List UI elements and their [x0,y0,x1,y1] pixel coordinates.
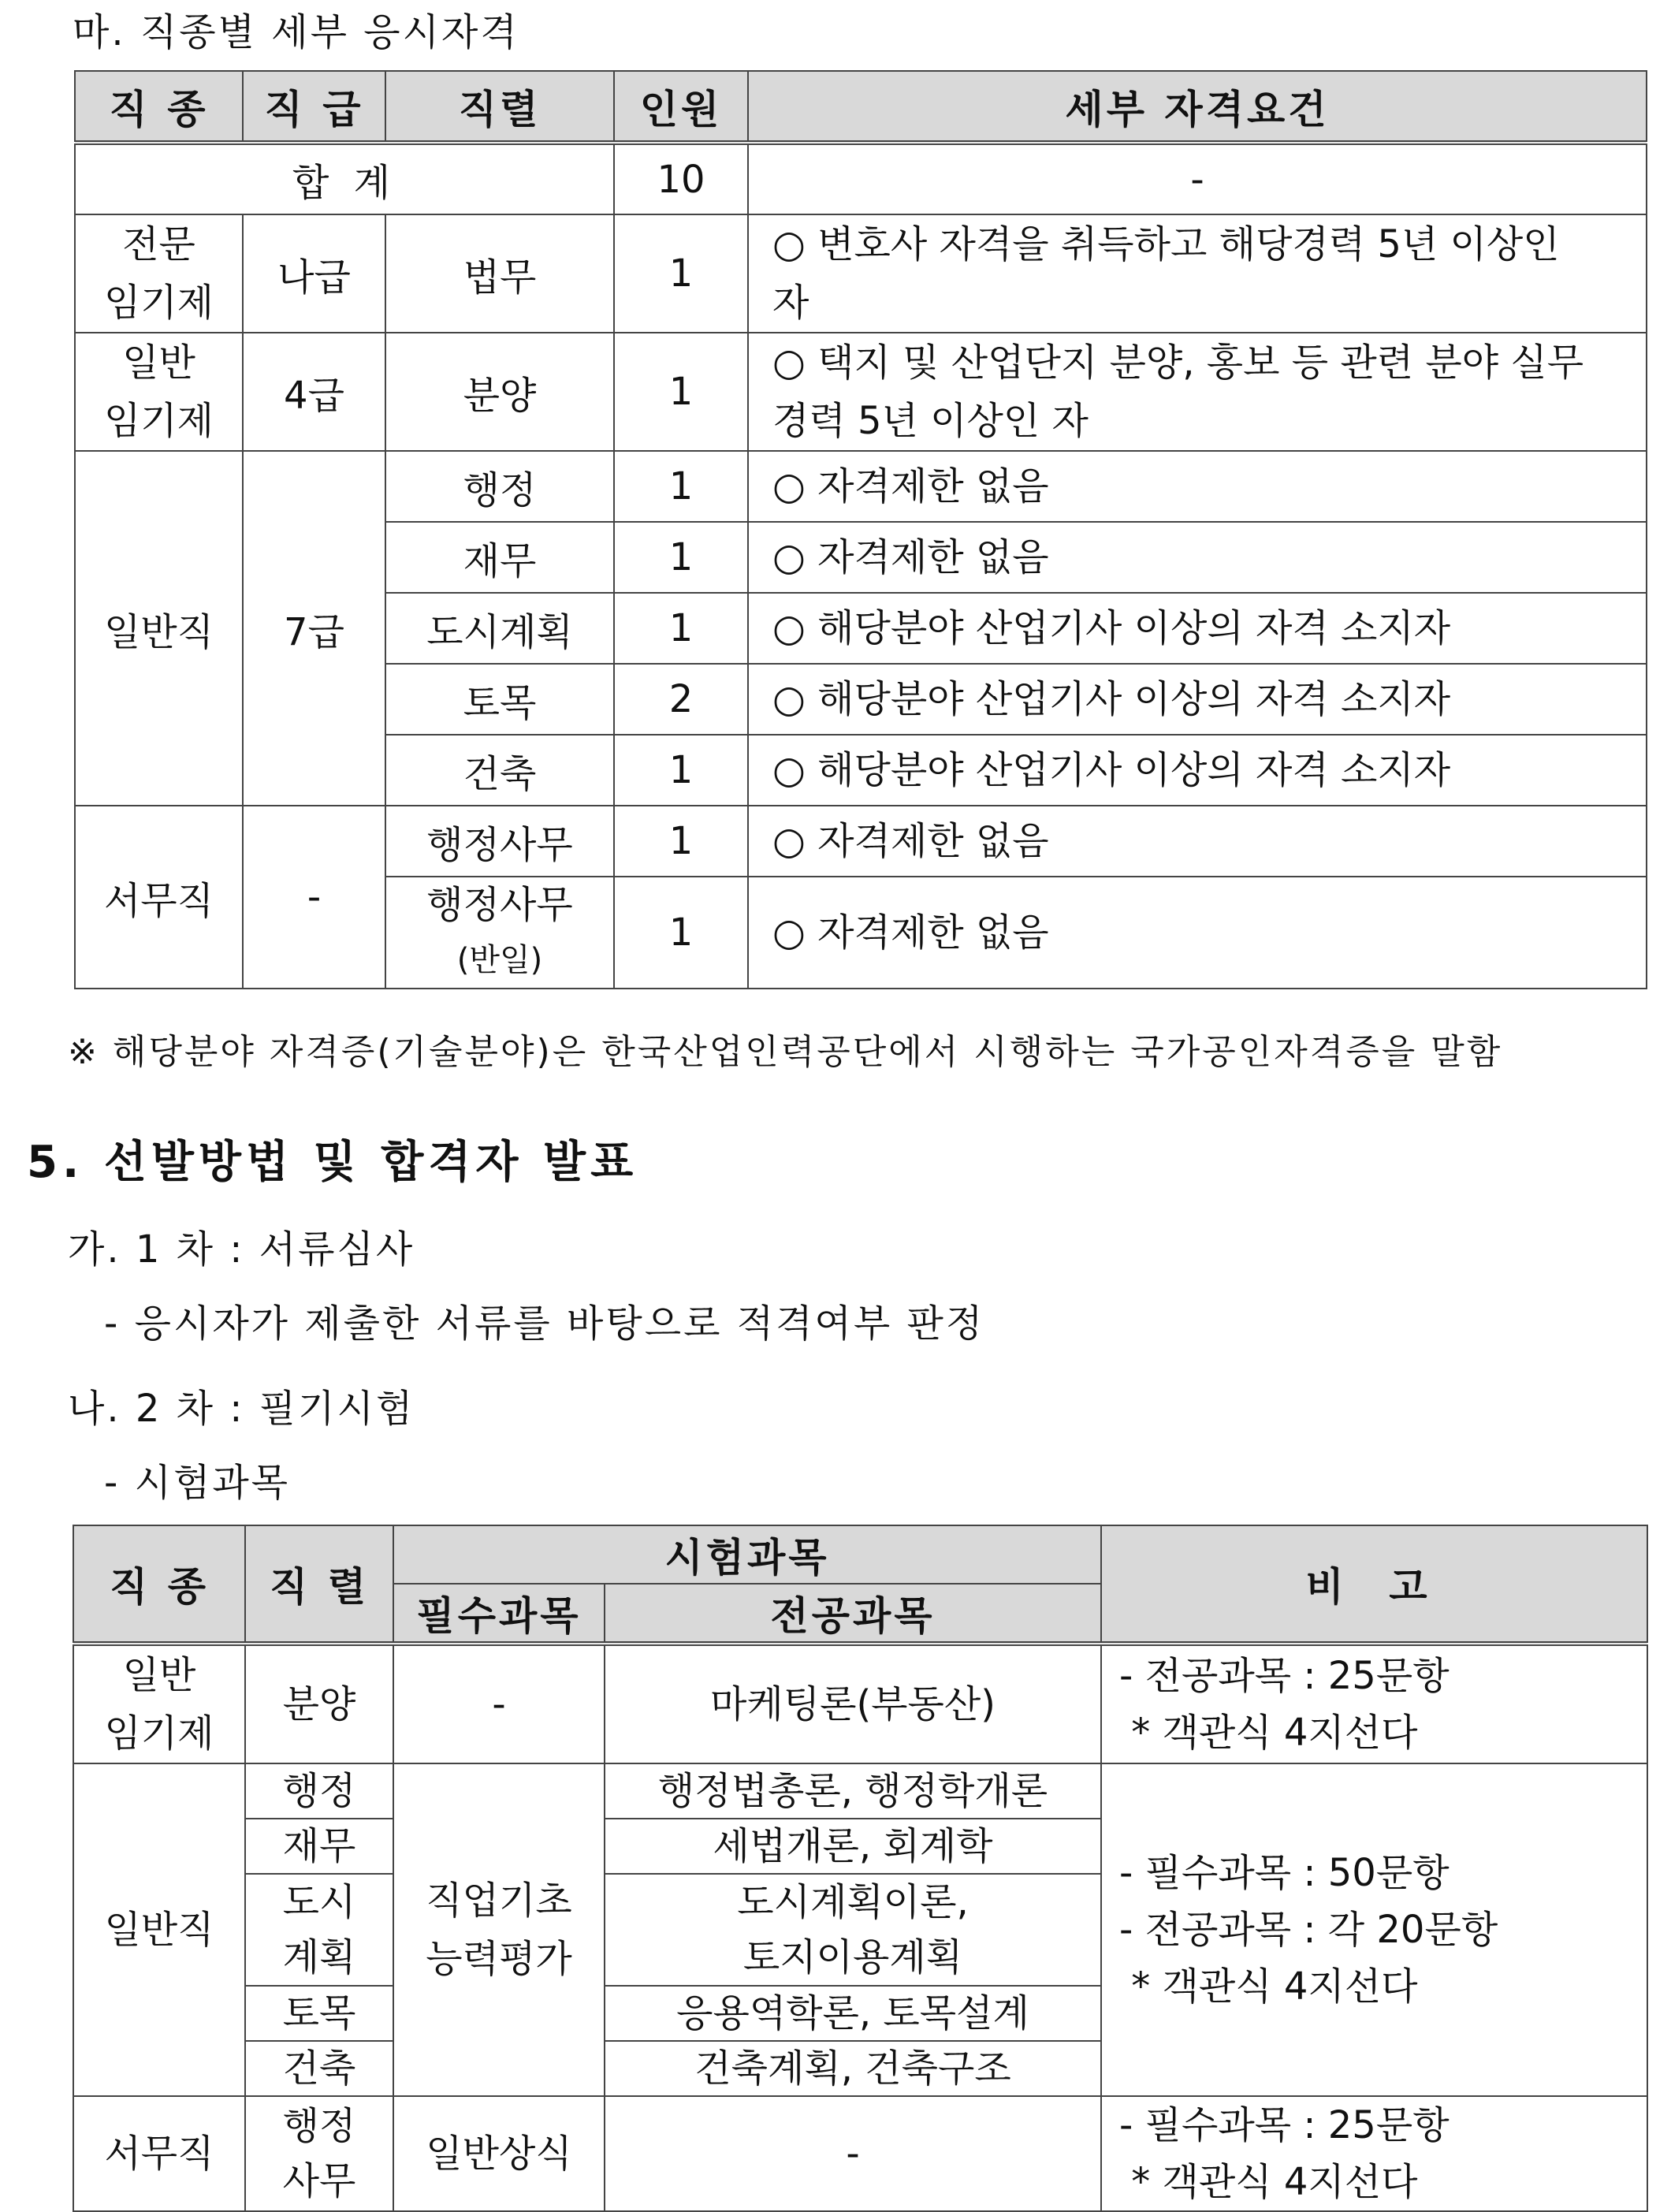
table-row [73,2096,1647,2211]
row-count: 1 [614,806,748,877]
row-series [385,877,614,989]
row-type: 일반 임기제 [75,333,243,451]
row-required: 직업기초 능력평가 [393,1763,605,2096]
col-header-required: 필수과목 [393,1584,605,1644]
exam-subject-table [73,1525,1648,2212]
row-note: - 필수과목 : 50문항 - 전공과목 : 각 20문항 * 객관식 4지선다 [1101,1763,1647,2096]
row-series: 건축 [245,2041,393,2096]
section-title: 5. 선발방법 및 합격자 발표 [27,1137,638,1188]
row-series: 재무 [245,1819,393,1874]
col-header-type: 직 종 [73,1525,245,1644]
row-series: 행정 [245,1763,393,1819]
row-series: 토목 [245,1986,393,2041]
row-series: 도시계획 [385,593,614,664]
row-type: 전문 임기제 [75,214,243,333]
row-count: 1 [614,877,748,989]
table-row [75,333,1647,451]
row-series-sub: (반일) [456,942,543,978]
col-header-major: 전공과목 [605,1584,1101,1644]
step2-title: 나. 2 차 : 필기시험 [68,1387,415,1431]
row-grade: - [243,806,385,989]
row-type: 서무직 [73,2096,245,2211]
row-series: 건축 [385,735,614,806]
row-series: 행정 [385,451,614,522]
row-requirement: ○ 자격제한 없음 [748,451,1647,522]
row-requirement: ○ 자격제한 없음 [748,806,1647,877]
col-header-grade: 직 급 [243,71,385,143]
row-count: 1 [614,333,748,451]
col-header-series: 직 렬 [245,1525,393,1644]
row-requirement: ○ 변호사 자격을 취득하고 해당경력 5년 이상인 자 [748,214,1647,333]
row-major: 세법개론, 회계학 [605,1819,1101,1874]
row-major: 응용역학론, 토목설계 [605,1986,1101,2041]
table-row [75,214,1647,333]
row-series: 행정 사무 [245,2096,393,2211]
row-major: 행정법총론, 행정학개론 [605,1763,1101,1819]
row-requirement: ○ 해당분야 산업기사 이상의 자격 소지자 [748,593,1647,664]
row-count: 1 [614,451,748,522]
col-header-count: 인원 [614,71,748,143]
row-series: 토목 [385,664,614,735]
step2-sub: - 시험과목 [104,1461,291,1505]
qualification-heading: 마. 직종별 세부 응시자격 [73,10,519,54]
row-requirement: ○ 해당분야 산업기사 이상의 자격 소지자 [748,735,1647,806]
row-requirement: ○ 택지 및 산업단지 분양, 홍보 등 관련 분야 실무경력 5년 이상인 자 [748,333,1647,451]
row-type: 일반 임기제 [73,1644,245,1763]
row-major: 마케팅론(부동산) [605,1644,1101,1763]
row-grade: 4급 [243,333,385,451]
row-major: 건축계획, 건축구조 [605,2041,1101,2096]
total-label: 합 계 [75,143,614,214]
row-count: 2 [614,664,748,735]
row-note: - 전공과목 : 25문항 * 객관식 4지선다 [1101,1644,1647,1763]
step1-title: 가. 1 차 : 서류심사 [68,1227,415,1272]
total-count: 10 [614,143,748,214]
row-series: 재무 [385,522,614,593]
row-series: 법무 [385,214,614,333]
col-header-type: 직 종 [75,71,243,143]
row-grade: 7급 [243,451,385,806]
row-major: - [605,2096,1101,2211]
row-series-main: 행정사무 [426,883,573,927]
table-row [73,1763,1647,1819]
row-required: - [393,1644,605,1763]
row-grade: 나급 [243,214,385,333]
col-header-note: 비 고 [1101,1525,1647,1644]
total-row [75,143,1647,214]
row-major: 도시계획이론, 토지이용계획 [605,1874,1101,1986]
total-req: - [748,143,1647,214]
row-note: - 필수과목 : 25문항 * 객관식 4지선다 [1101,2096,1647,2211]
row-requirement: ○ 자격제한 없음 [748,877,1647,989]
row-type: 일반직 [75,451,243,806]
row-requirement: ○ 해당분야 산업기사 이상의 자격 소지자 [748,664,1647,735]
row-type: 서무직 [75,806,243,989]
col-header-requirements: 세부 자격요건 [748,71,1647,143]
row-series: 행정사무 [385,806,614,877]
row-required: 일반상식 [393,2096,605,2211]
table-row [75,806,1647,877]
row-count: 1 [614,593,748,664]
table-row [75,451,1647,522]
row-count: 1 [614,735,748,806]
col-header-subjects: 시험과목 [393,1525,1101,1584]
table-row [73,1644,1647,1763]
footnote: ※ 해당분야 자격증(기술분야)은 한국산업인력공단에서 시행하는 국가공인자격증을 말함 [68,1032,1503,1072]
row-series: 분양 [385,333,614,451]
row-series: 분양 [245,1644,393,1763]
col-header-series: 직렬 [385,71,614,143]
step1-desc: - 응시자가 제출한 서류를 바탕으로 적격여부 판정 [104,1302,985,1346]
row-count: 1 [614,214,748,333]
row-series: 도시 계획 [245,1874,393,1986]
qualification-table [74,70,1647,989]
row-requirement: ○ 자격제한 없음 [748,522,1647,593]
row-count: 1 [614,522,748,593]
row-type: 일반직 [73,1763,245,2096]
